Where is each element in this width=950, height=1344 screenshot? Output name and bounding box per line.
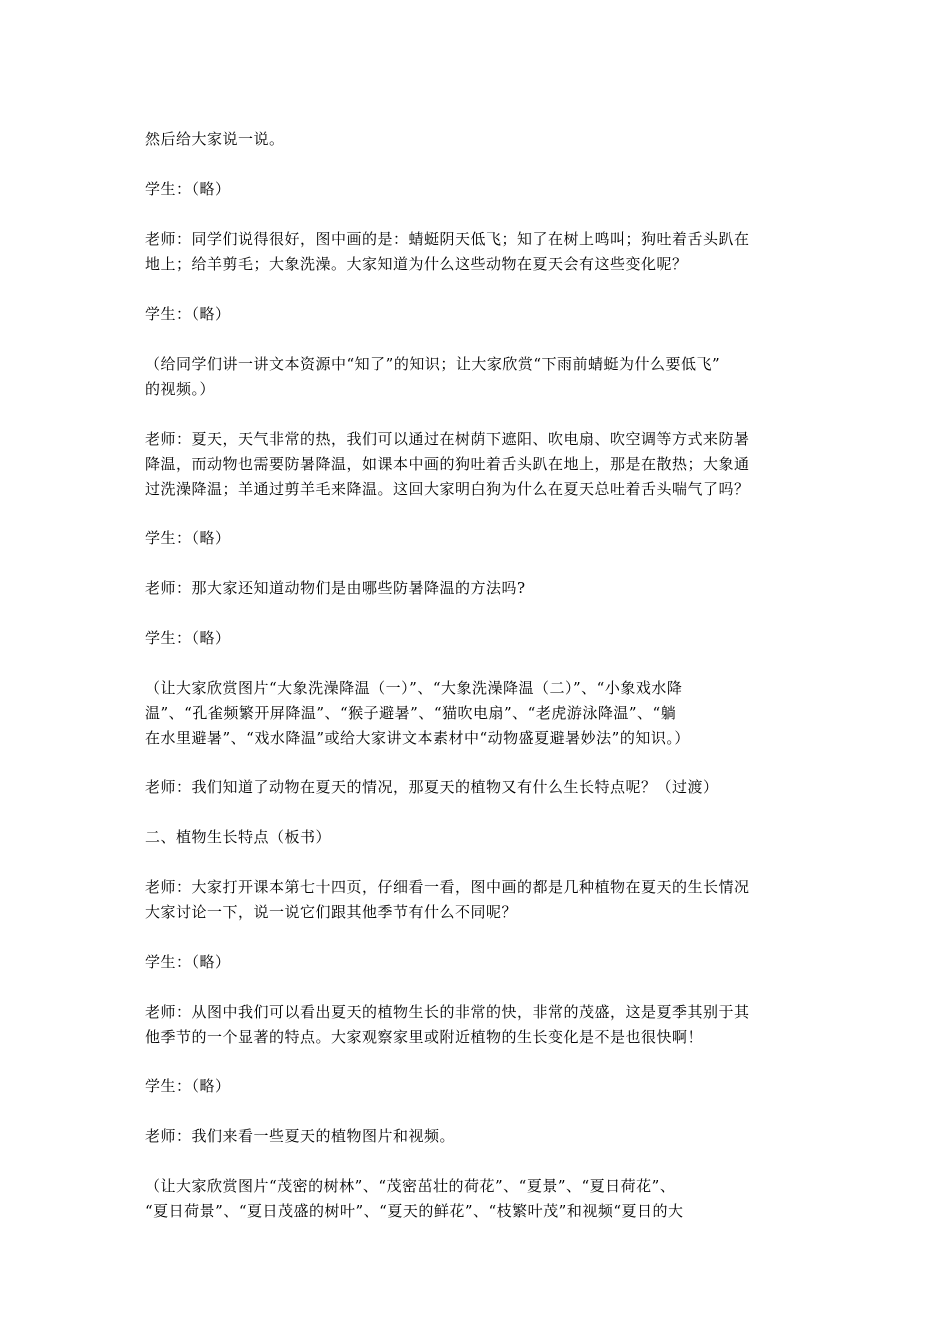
paragraph — [145, 1000, 810, 1050]
text-line: 学生：（略） — [145, 629, 231, 647]
paragraph — [145, 576, 810, 601]
text-line: 他季节的一个显著的特点。大家观察家里或附近植物的生长变化是不是也很快啊！ — [145, 1028, 704, 1046]
paragraph — [145, 177, 810, 202]
text-line: 老师：我们来看一些夏天的植物图片和视频。 — [145, 1127, 456, 1145]
text-line: 学生：（略） — [145, 529, 231, 547]
text-line: （让大家欣赏图片“大象洗澡降温（一）”、“大象洗澡降温（二）”、“小象戏水降 — [145, 679, 683, 697]
text-line: 老师：同学们说得很好，图中画的是：蜻蜓阴天低飞；知了在树上鸣叫；狗吐着舌头趴在 — [145, 230, 750, 248]
paragraph — [145, 676, 810, 751]
text-line: 的视频。） — [145, 380, 216, 398]
paragraph — [145, 1174, 810, 1224]
text-line: 温”、“孔雀频繁开屏降温”、“猴子避暑”、“猫吹电扇”、“老虎游泳降温”、“躺 — [145, 704, 677, 722]
paragraph — [145, 1124, 810, 1149]
paragraph — [145, 352, 810, 402]
text-line: 老师：大家打开课本第七十四页，仔细看一看，图中画的都是几种植物在夏天的生长情况 — [145, 878, 750, 896]
paragraph — [145, 1074, 810, 1099]
text-line: 学生：（略） — [145, 305, 231, 323]
text-line: （让大家欣赏图片“茂密的树林”、“茂密茁壮的荷花”、“夏景”、“夏日荷花”、 — [145, 1177, 676, 1195]
text-line: 在水里避暑”、“戏水降温”或给大家讲文本素材中“动物盛夏避暑妙法”的知识。） — [145, 729, 690, 747]
text-line: 老师：我们知道了动物在夏天的情况，那夏天的植物又有什么生长特点呢？（过渡） — [145, 778, 719, 796]
text-line: 然后给大家说一说。 — [145, 130, 285, 148]
paragraph — [145, 127, 810, 152]
paragraph — [145, 302, 810, 327]
text-line: 学生：（略） — [145, 180, 231, 198]
text-line: 学生：（略） — [145, 953, 231, 971]
text-line: （给同学们讲一讲文本资源中“知了”的知识；让大家欣赏“下雨前蜻蜓为什么要低飞” — [145, 355, 721, 373]
paragraph — [145, 227, 810, 277]
text-line: 老师：从图中我们可以看出夏天的植物生长的非常的快，非常的茂盛，这是夏季其别于其 — [145, 1003, 750, 1021]
text-line: 过洗澡降温；羊通过剪羊毛来降温。这回大家明白狗为什么在夏天总吐着舌头喘气了吗？ — [145, 480, 750, 498]
text-line: 大家讨论一下，说一说它们跟其他季节有什么不同呢？ — [145, 903, 518, 921]
text-line: 地上；给羊剪毛；大象洗澡。大家知道为什么这些动物在夏天会有这些变化呢？ — [145, 255, 688, 273]
paragraph — [145, 875, 810, 925]
paragraph — [145, 427, 810, 502]
text-line: “夏日荷景”、“夏日茂盛的树叶”、“夏天的鲜花”、“枝繁叶茂”和视频“夏日的大 — [145, 1202, 684, 1220]
paragraph — [145, 526, 810, 551]
section-heading: 二、植物生长特点（板书） — [145, 828, 332, 846]
paragraph — [145, 626, 810, 651]
text-line: 学生：（略） — [145, 1077, 231, 1095]
text-line: 老师：夏天，天气非常的热，我们可以通过在树荫下遮阳、吹电扇、吹空调等方式来防暑 — [145, 430, 750, 448]
paragraph — [145, 775, 810, 800]
text-line: 老师：那大家还知道动物们是由哪些防暑降温的方法吗? — [145, 579, 526, 597]
paragraph — [145, 825, 810, 850]
paragraph — [145, 950, 810, 975]
text-line: 降温，而动物也需要防暑降温，如课本中画的狗吐着舌头趴在地上，那是在散热；大象通 — [145, 455, 750, 473]
